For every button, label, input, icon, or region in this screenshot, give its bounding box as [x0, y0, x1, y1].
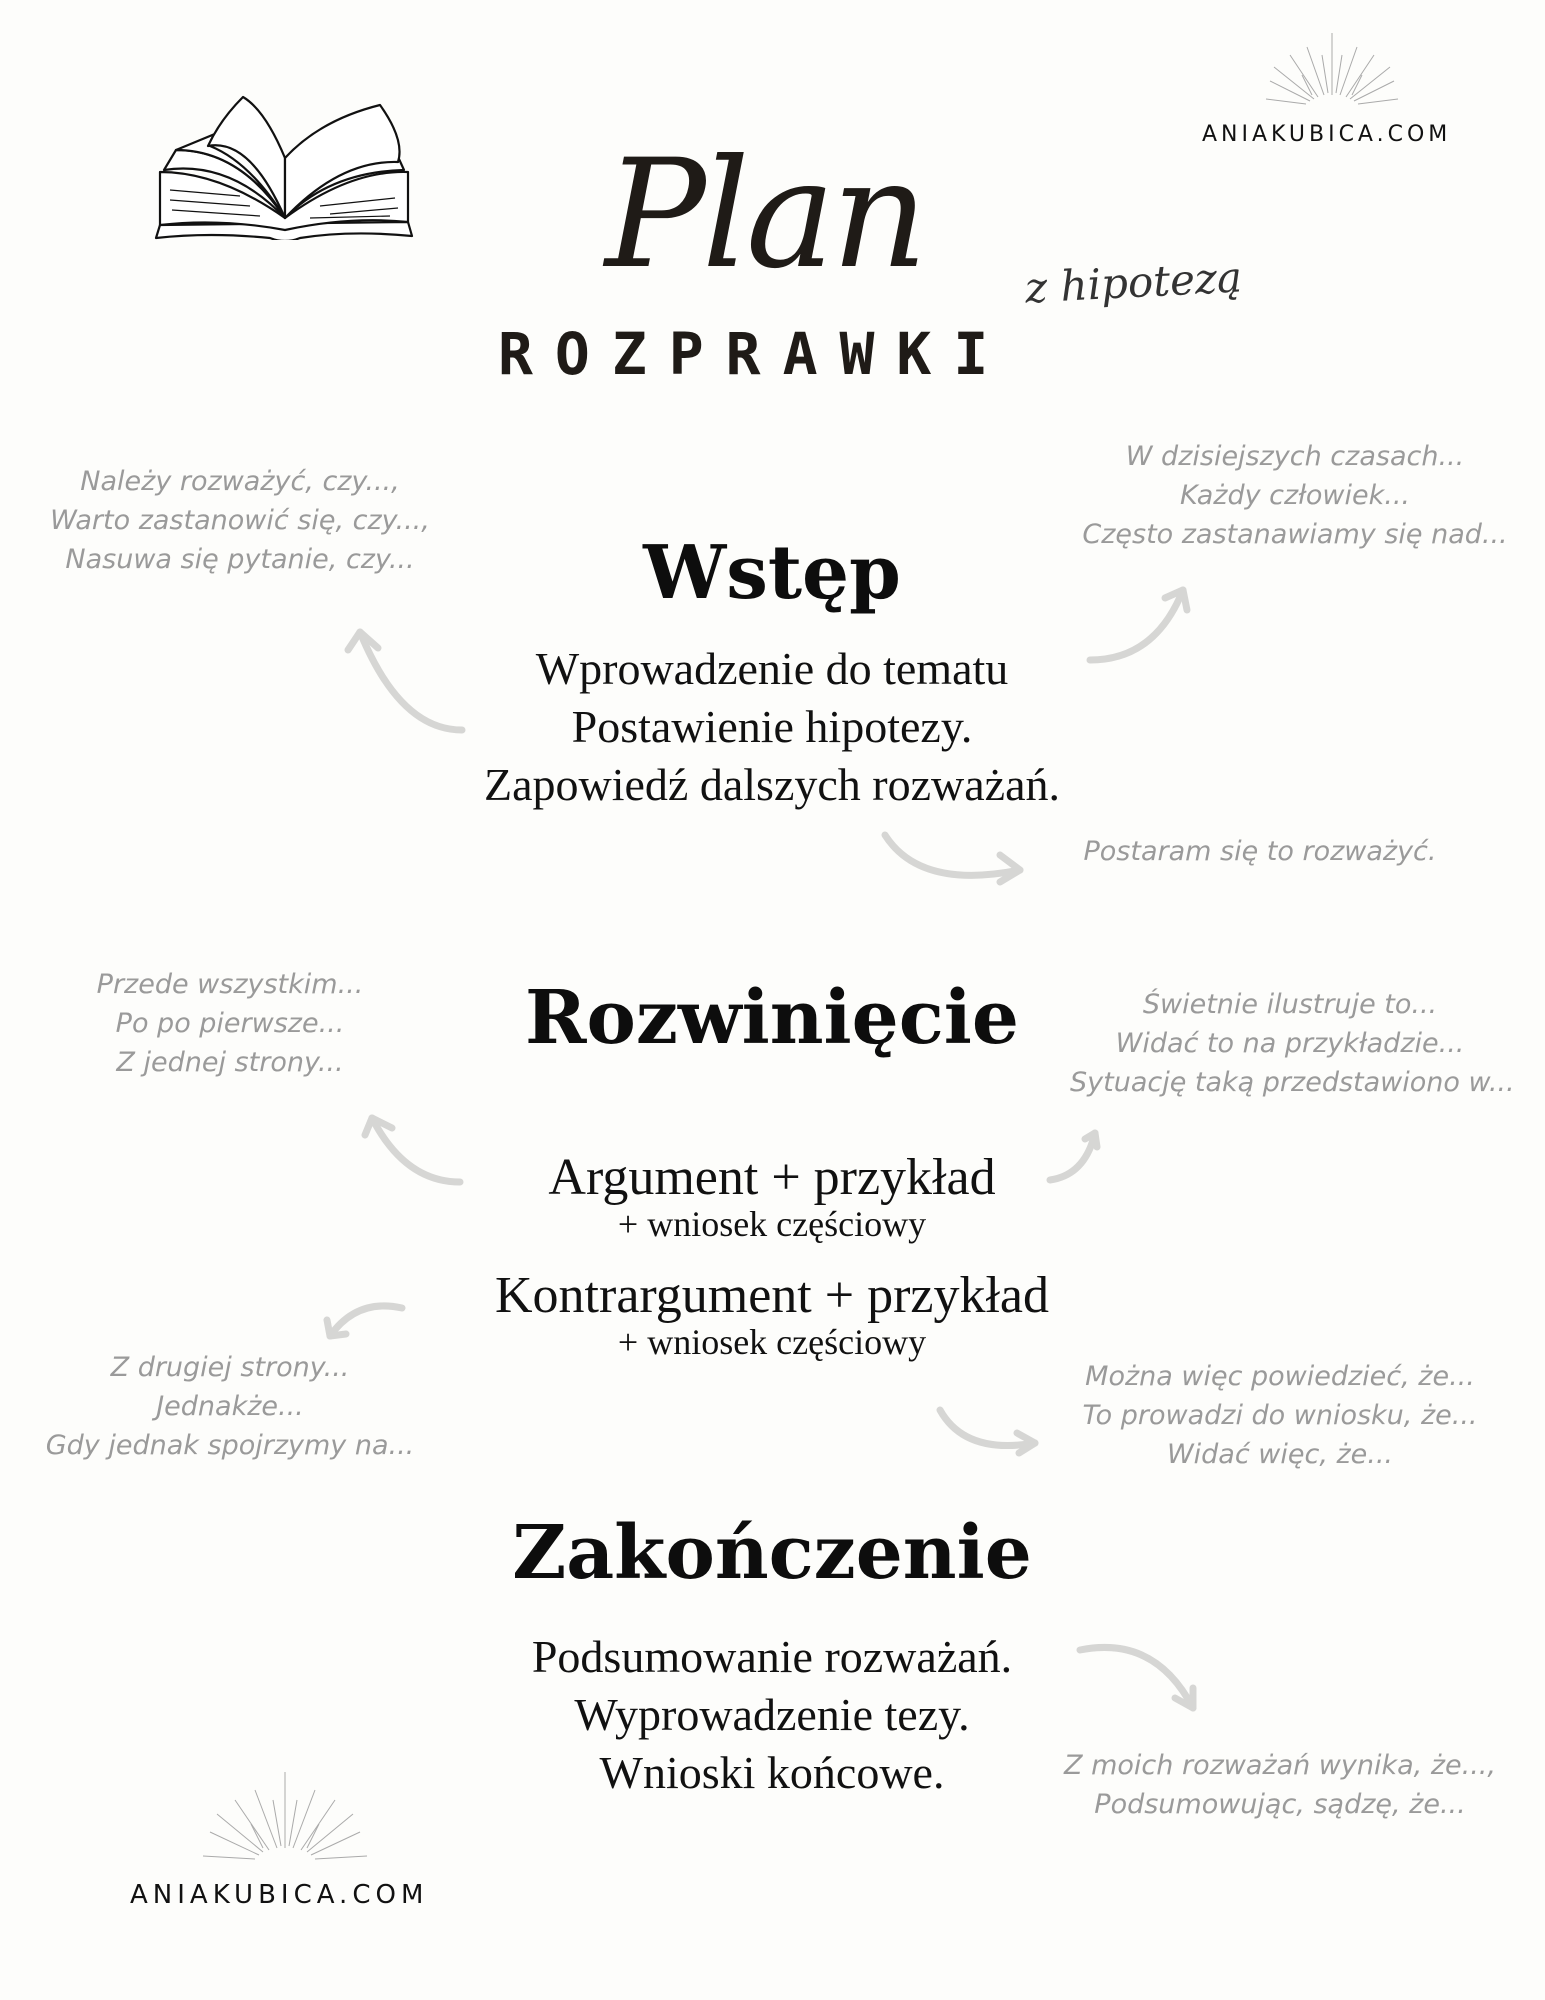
rozwiniecie-phrases-right-top: Świetnie ilustruje to... Widać to na przykładzie... Sytuację taką przedstawiono w... [1070, 989, 1515, 1098]
curved-arrow-icon [360, 1110, 470, 1190]
curved-arrow-icon [340, 620, 470, 740]
section-title-rozwiniecie: Rozwinięcie [525, 975, 1019, 1061]
rozwiniecie-phrases-left-top: Przede wszystkim... Po po pierwsze... Z jednej strony... [96, 969, 364, 1078]
section-body-zakonczenie: Podsumowanie rozważań. Wyprowadzenie tezy. Wnioski końcowe. [531, 1631, 1013, 1798]
zakonczenie-phrases-right: Z moich rozważań wynika, że..., Podsumowując, sądzę, że... [1064, 1750, 1496, 1820]
rozwiniecie-phrases-right-bottom: Można więc powiedzieć, że... To prowadzi do wniosku, że... Widać więc, że... [1082, 1361, 1478, 1470]
open-book-icon [150, 90, 420, 240]
argument-conclusion-line: + wniosek częściowy [617, 1204, 927, 1244]
wstep-phrases-right: W dzisiejszych czasach... Każdy człowiek... Często zastanawiamy się nad... [1082, 441, 1508, 550]
rozwiniecie-phrases-left-bottom: Z drugiej strony... Jednakże... Gdy jednak spojrzymy na... [45, 1352, 415, 1461]
wstep-phrases-left: Należy rozważyć, czy..., Warto zastanowić się, czy..., Nasuwa się pytanie, czy... [50, 466, 430, 575]
sunburst-icon [200, 1770, 370, 1860]
section-title-wstep: Wstęp [643, 530, 901, 616]
counterargument-line: Kontrargument + przykład [495, 1267, 1049, 1324]
brand-top-right[interactable]: ANIAKUBICA.COM [1202, 122, 1452, 147]
curved-arrow-icon [1085, 580, 1195, 670]
curved-arrow-icon [1045, 1125, 1105, 1185]
curved-arrow-icon [935, 1405, 1045, 1455]
title-caps: ROZPRAWKI [498, 320, 1011, 388]
section-body-wstep: Wprowadzenie do tematu Postawienie hipotezy. Zapowiedź dalszych rozważań. [484, 643, 1060, 810]
wstep-phrases-bottom: Postaram się to rozważyć. [1083, 836, 1437, 867]
sunburst-icon [1262, 30, 1402, 105]
curved-arrow-icon [880, 830, 1040, 890]
section-title-zakonczenie: Zakończenie [512, 1510, 1032, 1596]
curved-arrow-icon [322, 1298, 412, 1348]
title-script: Plan [605, 128, 924, 302]
subtitle-script: z hipotezą [1023, 252, 1244, 313]
counterargument-conclusion-line: + wniosek częściowy [617, 1322, 927, 1362]
argument-line: Argument + przykład [548, 1149, 996, 1206]
curved-arrow-icon [1075, 1640, 1205, 1720]
brand-bottom-left[interactable]: ANIAKUBICA.COM [130, 1880, 429, 1910]
